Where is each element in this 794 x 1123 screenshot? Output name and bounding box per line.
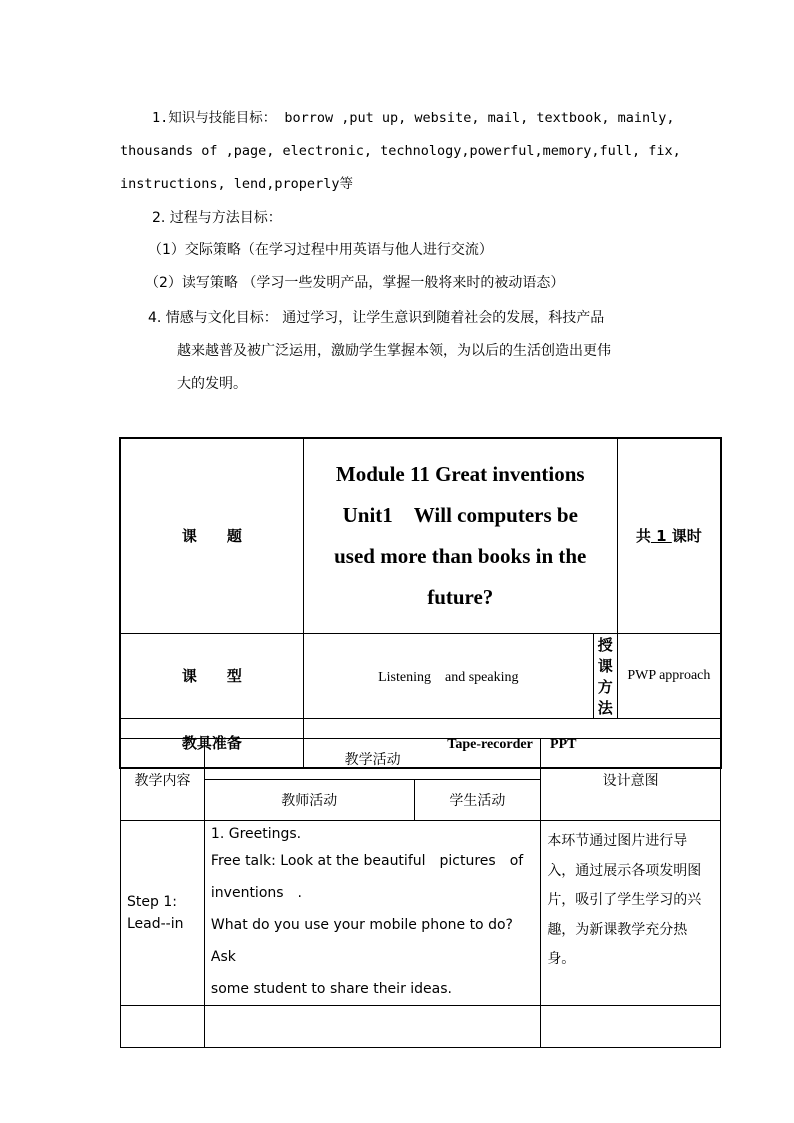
process-objective-title: 2. 过程与方法目标： bbox=[152, 210, 282, 226]
emotion-objective-line2: 越来越普及被广泛运用，激励学生掌握本领，为以后的生活创造出更伟 bbox=[177, 343, 611, 359]
method-value: PWP approach bbox=[627, 667, 711, 683]
periods-prefix: 共 bbox=[635, 527, 651, 546]
content-header: 教学内容 bbox=[134, 772, 191, 789]
periods-suffix: 课时 bbox=[671, 527, 702, 546]
activity-table bbox=[120, 738, 721, 1048]
empty-cell-1 bbox=[121, 1006, 205, 1048]
activity-header: 教学活动 bbox=[344, 752, 401, 768]
teacher-line3: inventions . bbox=[210, 885, 303, 901]
empty-cell-3 bbox=[541, 1006, 721, 1048]
method-label: 授课方法 bbox=[597, 635, 613, 717]
lesson-title-line2: Unit1 Will computers be bbox=[342, 502, 578, 527]
design-intent-text: 本环节通过图片进行导入，通过展示各项发明图片，吸引了学生学习的兴趣，为新课教学充分热身。 bbox=[547, 833, 702, 967]
tools-value: Tape-recorder PPT bbox=[447, 736, 577, 752]
student-header-cell bbox=[414, 780, 541, 821]
type-value-cell bbox=[303, 633, 593, 718]
lesson-info-table bbox=[119, 437, 722, 769]
lesson-title-line4: future? bbox=[427, 584, 494, 609]
emotion-objective-line3: 大的发明。 bbox=[177, 376, 247, 392]
teacher-header: 教师活动 bbox=[281, 793, 338, 809]
topic-label-cell bbox=[120, 438, 303, 633]
knowledge-objective-line1: 1.知识与技能目标： borrow ,put up, website, mail, textbook, mainly, bbox=[152, 110, 675, 126]
knowledge-objective-line3: instructions, lend,properly等 bbox=[120, 176, 353, 192]
type-label-cell bbox=[120, 633, 303, 718]
emotion-objective-line1: 4. 情感与文化目标： 通过学习，让学生意识到随着社会的发展，科技产品 bbox=[148, 310, 605, 326]
type-label: 课 型 bbox=[181, 667, 242, 685]
periods-count: 1 bbox=[650, 527, 672, 546]
process-objective-item1: （1）交际策略（在学习过程中用英语与他人进行交流） bbox=[148, 242, 493, 258]
design-header: 设计意图 bbox=[602, 772, 659, 789]
teacher-header-cell bbox=[204, 780, 414, 821]
teacher-line1: 1. Greetings. bbox=[210, 826, 302, 842]
design-header-cell bbox=[541, 739, 721, 821]
teacher-line4: What do you use your mobile phone to do? Ask bbox=[210, 917, 513, 965]
teacher-line2: Free talk: Look at the beautiful pictures of bbox=[210, 853, 524, 869]
empty-cell-2 bbox=[204, 1006, 540, 1048]
tools-label: 教具准备 bbox=[181, 734, 242, 753]
teacher-activity-cell bbox=[204, 821, 540, 1006]
method-value-cell bbox=[617, 633, 721, 718]
knowledge-objective-line2: thousands of ,page, electronic, technology,powerful,memory,full, fix, bbox=[120, 143, 681, 159]
content-header-cell bbox=[121, 739, 205, 821]
method-label-cell bbox=[593, 633, 617, 718]
teacher-line5: some student to share their ideas. bbox=[210, 981, 452, 997]
step1-label-cell bbox=[121, 821, 205, 1006]
periods-cell bbox=[617, 438, 721, 633]
lesson-title-line1: Module 11 Great inventions bbox=[335, 461, 585, 486]
design-intent-cell bbox=[541, 821, 721, 1006]
student-header: 学生活动 bbox=[449, 793, 506, 809]
step1-label-line1: Step 1: bbox=[127, 894, 177, 910]
activity-header-cell bbox=[204, 739, 540, 780]
lesson-title-line3: used more than books in the bbox=[334, 543, 587, 568]
step1-label-line2: Lead--in bbox=[127, 916, 184, 932]
type-value: Listening and speaking bbox=[378, 669, 519, 685]
process-objective-item2: （2）读写策略 （学习一些发明产品，掌握一般将来时的被动语态） bbox=[145, 275, 565, 291]
topic-label: 课 题 bbox=[181, 527, 242, 546]
lesson-title-cell bbox=[303, 438, 617, 633]
